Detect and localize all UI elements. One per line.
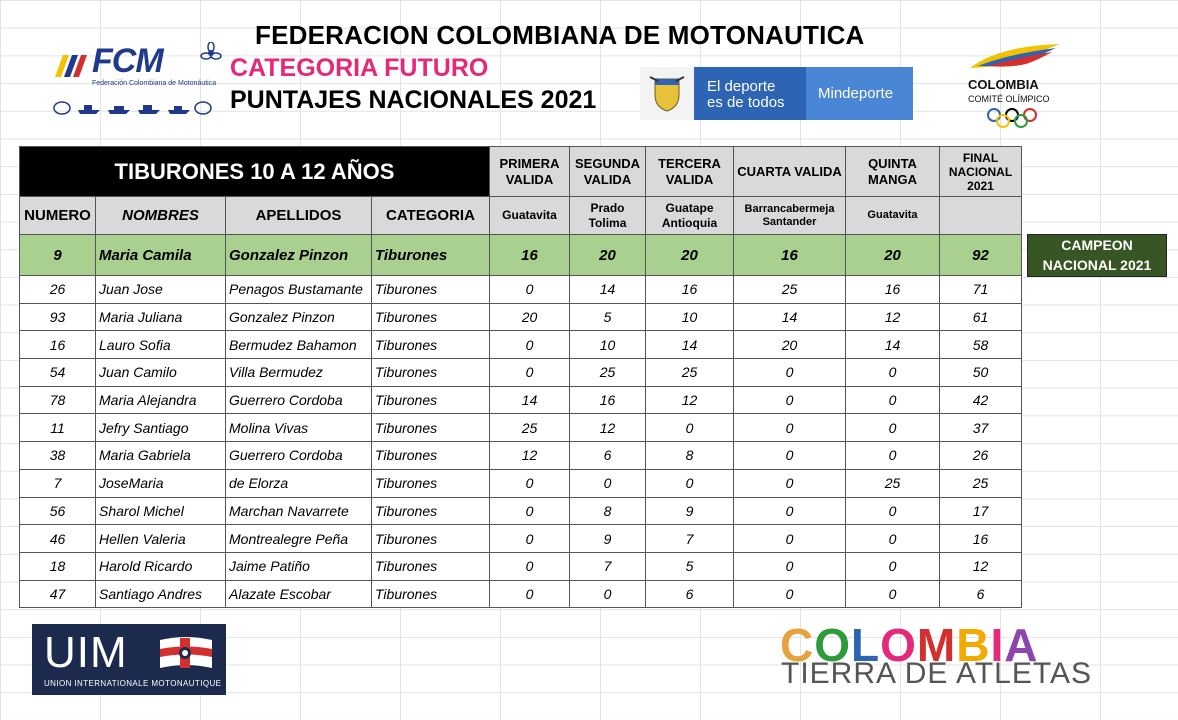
cell-nombres: Hellen Valeria bbox=[96, 525, 226, 553]
cell-score-4: 14 bbox=[734, 303, 846, 331]
race-header-final: FINAL NACIONAL 2021 bbox=[940, 147, 1022, 197]
cell-score-1: 0 bbox=[490, 469, 570, 497]
cell-score-3: 5 bbox=[646, 552, 734, 580]
cell-categoria: Tiburones bbox=[372, 303, 490, 331]
cell-score-4: 0 bbox=[734, 525, 846, 553]
cell-score-2: 8 bbox=[570, 497, 646, 525]
cell-apellidos: Gonzalez Pinzon bbox=[226, 303, 372, 331]
cell-nombres: Maria Gabriela bbox=[96, 442, 226, 470]
cell-nombres: Harold Ricardo bbox=[96, 552, 226, 580]
cell-categoria: Tiburones bbox=[372, 469, 490, 497]
cell-categoria: Tiburones bbox=[372, 525, 490, 553]
cell-numero: 46 bbox=[20, 525, 96, 553]
cell-numero: 16 bbox=[20, 331, 96, 359]
cell-score-2: 0 bbox=[570, 580, 646, 608]
fcm-subtitle: Federación Colombiana de Motonáutica bbox=[92, 80, 217, 87]
cell-score-2: 10 bbox=[570, 331, 646, 359]
cell-categoria: Tiburones bbox=[372, 497, 490, 525]
cell-score-3: 0 bbox=[646, 469, 734, 497]
cell-score-5: 14 bbox=[846, 331, 940, 359]
table-row bbox=[20, 303, 1022, 331]
cell-categoria: Tiburones bbox=[372, 442, 490, 470]
cell-numero: 38 bbox=[20, 442, 96, 470]
cell-apellidos: Guerrero Cordoba bbox=[226, 386, 372, 414]
cell-categoria: Tiburones bbox=[372, 331, 490, 359]
cell-numero: 9 bbox=[20, 235, 96, 276]
cell-final-total: 37 bbox=[940, 414, 1022, 442]
cell-score-3: 0 bbox=[646, 414, 734, 442]
tierra-letter: O bbox=[814, 619, 852, 671]
column-header-apellidos: APELLIDOS bbox=[226, 197, 372, 235]
cell-score-1: 0 bbox=[490, 359, 570, 387]
table-row bbox=[20, 469, 1022, 497]
cell-final-total: 42 bbox=[940, 386, 1022, 414]
olympic-rings-icon bbox=[985, 107, 1039, 129]
olympic-country: COLOMBIA bbox=[968, 77, 1039, 92]
cell-score-5: 0 bbox=[846, 386, 940, 414]
column-header-numero: NUMERO bbox=[20, 197, 96, 235]
propeller-icon bbox=[200, 42, 222, 64]
column-header-nombres: NOMBRES bbox=[96, 197, 226, 235]
cell-score-3: 10 bbox=[646, 303, 734, 331]
cell-score-3: 7 bbox=[646, 525, 734, 553]
table-row-champion bbox=[20, 235, 1022, 276]
cell-score-2: 25 bbox=[570, 359, 646, 387]
cell-final-total: 17 bbox=[940, 497, 1022, 525]
cell-categoria: Tiburones bbox=[372, 276, 490, 304]
cell-numero: 56 bbox=[20, 497, 96, 525]
tierra-letter: B bbox=[956, 619, 991, 671]
cell-apellidos: Marchan Navarrete bbox=[226, 497, 372, 525]
cell-score-4: 0 bbox=[734, 414, 846, 442]
cell-numero: 11 bbox=[20, 414, 96, 442]
cell-score-5: 20 bbox=[846, 235, 940, 276]
cell-score-5: 0 bbox=[846, 442, 940, 470]
race-location-final bbox=[940, 197, 1022, 235]
table-row bbox=[20, 386, 1022, 414]
cell-apellidos: Bermudez Bahamon bbox=[226, 331, 372, 359]
cell-score-4: 0 bbox=[734, 552, 846, 580]
cell-numero: 78 bbox=[20, 386, 96, 414]
cell-nombres: JoseMaria bbox=[96, 469, 226, 497]
table-row bbox=[20, 359, 1022, 387]
olympic-flag-icon bbox=[968, 42, 1063, 74]
cell-nombres: Maria Juliana bbox=[96, 303, 226, 331]
champion-badge: CAMPEON NACIONAL 2021 bbox=[1027, 234, 1167, 277]
cell-nombres: Juan Jose bbox=[96, 276, 226, 304]
tierra-letter: A bbox=[1004, 619, 1039, 671]
cell-final-total: 58 bbox=[940, 331, 1022, 359]
race-header-2: SEGUNDA VALIDA bbox=[570, 147, 646, 197]
fcm-stripes-icon bbox=[55, 55, 95, 77]
uim-wordmark: UIM bbox=[44, 628, 128, 677]
page-title: FEDERACION COLOMBIANA DE MOTONAUTICA bbox=[255, 20, 865, 50]
cell-final-total: 25 bbox=[940, 469, 1022, 497]
race-header-1: PRIMERA VALIDA bbox=[490, 147, 570, 197]
mindeporte-brand: Mindeporte bbox=[818, 85, 894, 102]
cell-numero: 26 bbox=[20, 276, 96, 304]
cell-score-5: 0 bbox=[846, 497, 940, 525]
race-header-3: TERCERA VALIDA bbox=[646, 147, 734, 197]
table-row bbox=[20, 497, 1022, 525]
cell-score-5: 0 bbox=[846, 359, 940, 387]
cell-final-total: 71 bbox=[940, 276, 1022, 304]
cell-score-4: 0 bbox=[734, 497, 846, 525]
cell-final-total: 12 bbox=[940, 552, 1022, 580]
cell-numero: 7 bbox=[20, 469, 96, 497]
fcm-logo: FCM bbox=[92, 42, 163, 80]
cell-apellidos: Guerrero Cordoba bbox=[226, 442, 372, 470]
tierra-atletas-tagline: TIERRA DE ATLETAS bbox=[781, 657, 1092, 690]
cell-apellidos: Gonzalez Pinzon bbox=[226, 235, 372, 276]
cell-nombres: Juan Camilo bbox=[96, 359, 226, 387]
cell-score-1: 12 bbox=[490, 442, 570, 470]
cell-nombres: Santiago Andres bbox=[96, 580, 226, 608]
cell-final-total: 6 bbox=[940, 580, 1022, 608]
column-header-categoria: CATEGORIA bbox=[372, 197, 490, 235]
cell-score-4: 0 bbox=[734, 580, 846, 608]
cell-categoria: Tiburones bbox=[372, 386, 490, 414]
cell-categoria: Tiburones bbox=[372, 359, 490, 387]
cell-score-5: 0 bbox=[846, 580, 940, 608]
cell-score-1: 0 bbox=[490, 552, 570, 580]
cell-apellidos: Alazate Escobar bbox=[226, 580, 372, 608]
cell-final-total: 26 bbox=[940, 442, 1022, 470]
cell-numero: 93 bbox=[20, 303, 96, 331]
cell-apellidos: Villa Bermudez bbox=[226, 359, 372, 387]
cell-score-3: 25 bbox=[646, 359, 734, 387]
uim-subtitle: UNION INTERNATIONALE MOTONAUTIQUE bbox=[44, 679, 222, 688]
cell-final-total: 50 bbox=[940, 359, 1022, 387]
cell-score-2: 7 bbox=[570, 552, 646, 580]
cell-score-5: 0 bbox=[846, 525, 940, 553]
cell-score-3: 14 bbox=[646, 331, 734, 359]
tierra-letter: I bbox=[990, 619, 1005, 671]
cell-score-2: 14 bbox=[570, 276, 646, 304]
race-location-2: Prado Tolima bbox=[570, 197, 646, 235]
table-row bbox=[20, 276, 1022, 304]
cell-numero: 18 bbox=[20, 552, 96, 580]
cell-apellidos: Montrealegre Peña bbox=[226, 525, 372, 553]
cell-nombres: Jefry Santiago bbox=[96, 414, 226, 442]
race-header-4: CUARTA VALIDA bbox=[734, 147, 846, 197]
cell-nombres: Maria Alejandra bbox=[96, 386, 226, 414]
mindeporte-slogan: El deporte es de todos bbox=[707, 78, 785, 111]
cell-score-2: 12 bbox=[570, 414, 646, 442]
cell-nombres: Lauro Sofia bbox=[96, 331, 226, 359]
table-row bbox=[20, 552, 1022, 580]
cell-score-2: 5 bbox=[570, 303, 646, 331]
cell-score-2: 16 bbox=[570, 386, 646, 414]
cell-apellidos: Penagos Bustamante bbox=[226, 276, 372, 304]
tierra-letter: C bbox=[780, 619, 815, 671]
category-title: CATEGORIA FUTURO bbox=[230, 54, 489, 82]
race-location-5: Guatavita bbox=[846, 197, 940, 235]
cell-score-4: 16 bbox=[734, 235, 846, 276]
cell-score-1: 0 bbox=[490, 276, 570, 304]
cell-score-3: 8 bbox=[646, 442, 734, 470]
cell-score-1: 16 bbox=[490, 235, 570, 276]
cell-score-4: 25 bbox=[734, 276, 846, 304]
cell-score-4: 0 bbox=[734, 442, 846, 470]
cell-score-5: 12 bbox=[846, 303, 940, 331]
cell-score-5: 0 bbox=[846, 552, 940, 580]
cell-score-1: 0 bbox=[490, 331, 570, 359]
cell-final-total: 92 bbox=[940, 235, 1022, 276]
cell-categoria: Tiburones bbox=[372, 235, 490, 276]
cell-numero: 54 bbox=[20, 359, 96, 387]
cell-score-1: 20 bbox=[490, 303, 570, 331]
colombia-shield-icon bbox=[640, 67, 694, 120]
cell-score-1: 25 bbox=[490, 414, 570, 442]
cell-final-total: 16 bbox=[940, 525, 1022, 553]
cell-score-3: 9 bbox=[646, 497, 734, 525]
uim-flag-icon bbox=[158, 634, 214, 672]
table-row bbox=[20, 525, 1022, 553]
race-location-4: Barrancabermeja Santander bbox=[734, 197, 846, 235]
race-header-5: QUINTA MANGA bbox=[846, 147, 940, 197]
cell-score-5: 16 bbox=[846, 276, 940, 304]
cell-apellidos: Jaime Patiño bbox=[226, 552, 372, 580]
scores-table bbox=[19, 146, 1022, 608]
table-row bbox=[20, 442, 1022, 470]
cell-score-5: 0 bbox=[846, 414, 940, 442]
cell-score-2: 0 bbox=[570, 469, 646, 497]
cell-score-1: 0 bbox=[490, 525, 570, 553]
cell-score-4: 20 bbox=[734, 331, 846, 359]
tierra-letter: L bbox=[851, 619, 881, 671]
cell-score-1: 14 bbox=[490, 386, 570, 414]
group-title: TIBURONES 10 A 12 AÑOS bbox=[20, 147, 490, 197]
cell-nombres: Sharol Michel bbox=[96, 497, 226, 525]
table-row bbox=[20, 331, 1022, 359]
cell-score-3: 16 bbox=[646, 276, 734, 304]
cell-apellidos: Molina Vivas bbox=[226, 414, 372, 442]
cell-score-2: 9 bbox=[570, 525, 646, 553]
cell-score-4: 0 bbox=[734, 386, 846, 414]
cell-score-3: 6 bbox=[646, 580, 734, 608]
cell-numero: 47 bbox=[20, 580, 96, 608]
cell-score-4: 0 bbox=[734, 359, 846, 387]
cell-apellidos: de Elorza bbox=[226, 469, 372, 497]
cell-score-2: 6 bbox=[570, 442, 646, 470]
cell-nombres: Maria Camila bbox=[96, 235, 226, 276]
olympic-committee: COMITÉ OLÍMPICO bbox=[968, 94, 1050, 104]
cell-score-1: 0 bbox=[490, 497, 570, 525]
cell-categoria: Tiburones bbox=[372, 580, 490, 608]
race-location-3: Guatape Antioquia bbox=[646, 197, 734, 235]
table-row bbox=[20, 580, 1022, 608]
race-location-1: Guatavita bbox=[490, 197, 570, 235]
cell-final-total: 61 bbox=[940, 303, 1022, 331]
tierra-letter: M bbox=[916, 619, 957, 671]
cell-score-3: 20 bbox=[646, 235, 734, 276]
boats-strip-icon bbox=[50, 96, 215, 116]
cell-categoria: Tiburones bbox=[372, 552, 490, 580]
cell-score-3: 12 bbox=[646, 386, 734, 414]
table-row bbox=[20, 414, 1022, 442]
cell-score-1: 0 bbox=[490, 580, 570, 608]
cell-score-4: 0 bbox=[734, 469, 846, 497]
scores-title: PUNTAJES NACIONALES 2021 bbox=[230, 86, 597, 114]
cell-categoria: Tiburones bbox=[372, 414, 490, 442]
cell-score-5: 25 bbox=[846, 469, 940, 497]
cell-score-2: 20 bbox=[570, 235, 646, 276]
tierra-letter: O bbox=[880, 619, 917, 671]
